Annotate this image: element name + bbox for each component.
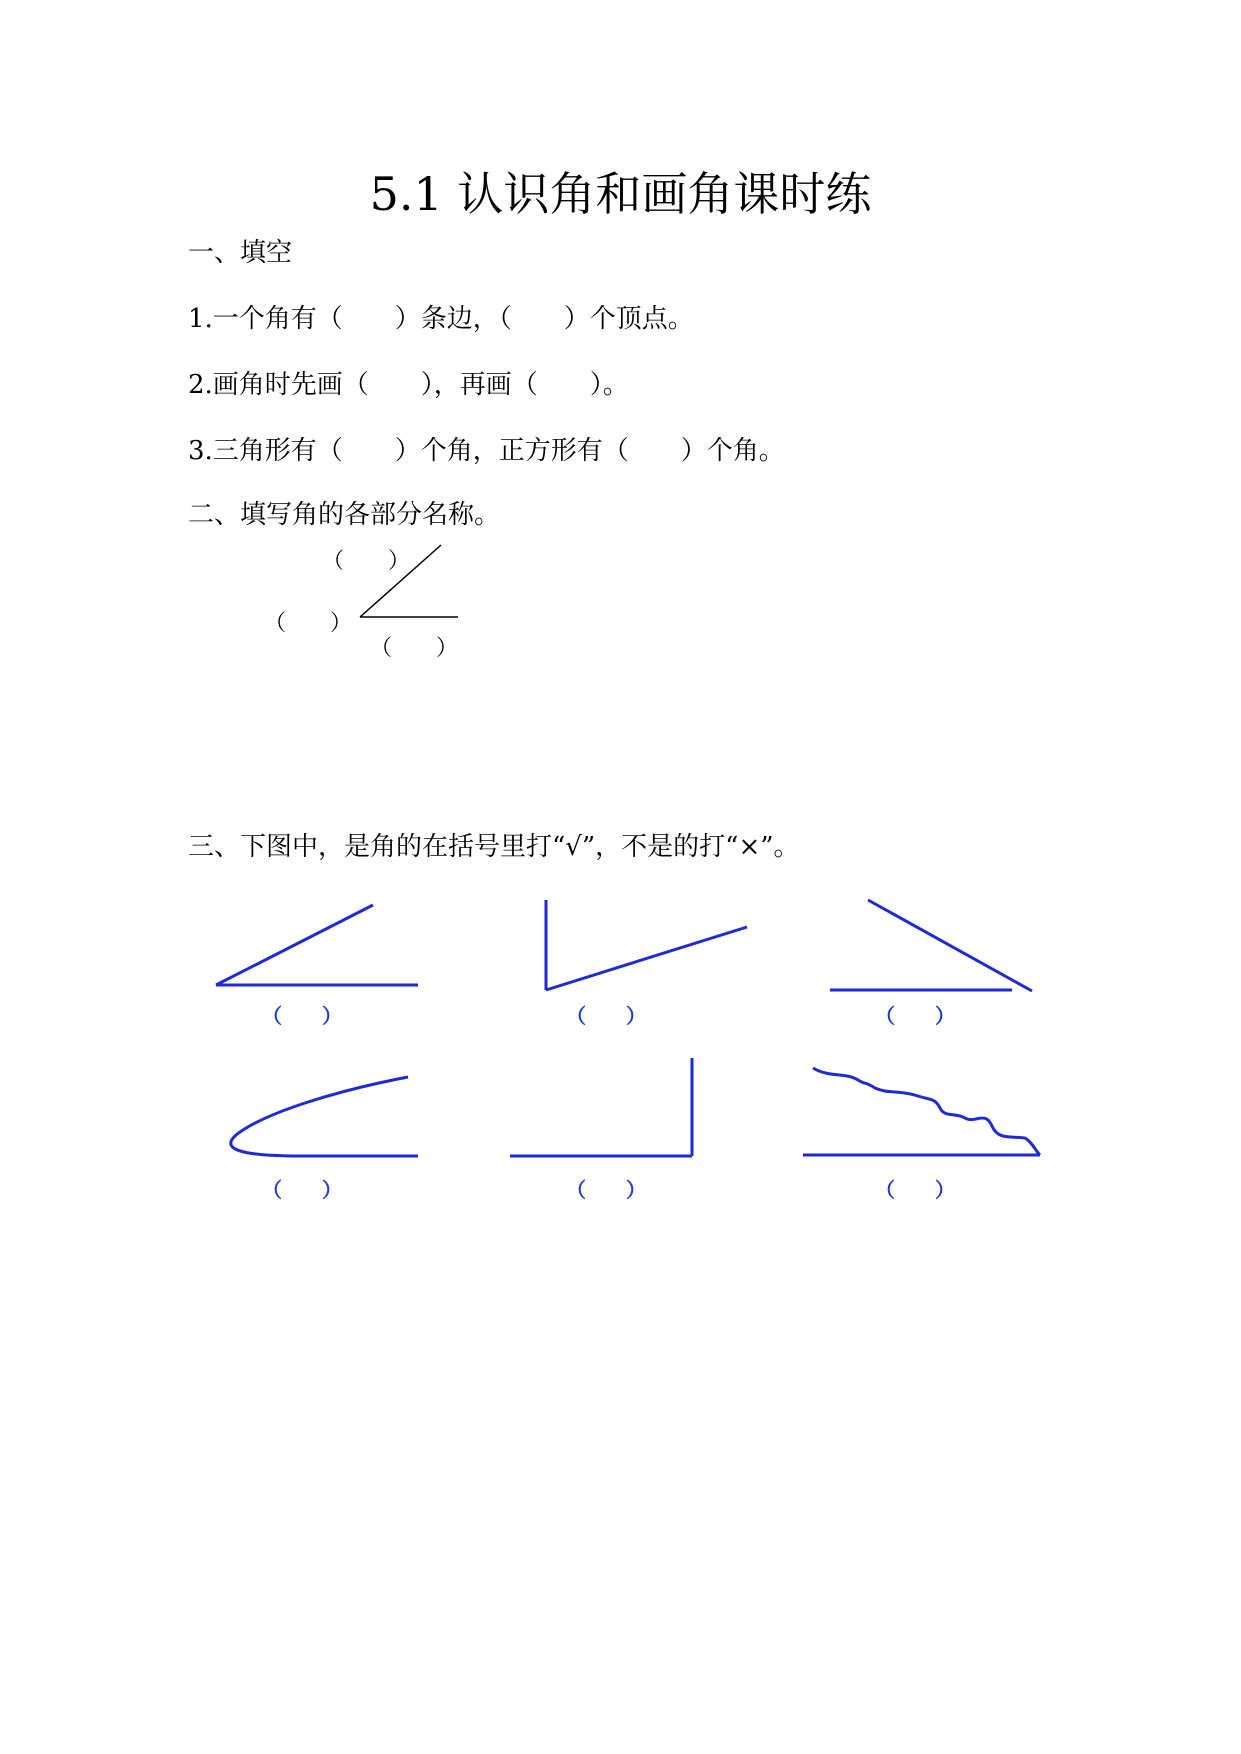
figure-5-angle <box>510 1058 692 1156</box>
label-side-bottom: （ ） <box>370 636 459 661</box>
figure-4-curve <box>231 1077 418 1156</box>
figure-3-not-angle <box>830 900 1032 991</box>
page-title: 5.1 认识角和画角课时练 <box>369 167 872 221</box>
answer-blank-1[interactable]: （ ） <box>262 1004 342 1028</box>
question-1: 1.一个角有（ ）条边，（ ）个顶点。 <box>188 304 694 334</box>
figure-6-jagged <box>803 1068 1040 1155</box>
label-side-top: （ ） <box>322 549 411 574</box>
question-2: 2.画角时先画（ ），再画（ ）。 <box>188 370 629 400</box>
figure-2-angle <box>546 900 747 990</box>
answer-blank-5[interactable]: （ ） <box>566 1178 646 1202</box>
answer-blank-3[interactable]: （ ） <box>875 1004 955 1028</box>
answer-blank-4[interactable]: （ ） <box>262 1178 342 1202</box>
figure-1-angle <box>216 905 418 985</box>
answer-blank-2[interactable]: （ ） <box>566 1004 646 1028</box>
question-3: 3.三角形有（ ）个角，正方形有（ ）个角。 <box>188 436 785 466</box>
label-vertex: （ ） <box>264 611 353 636</box>
section1-heading: 一、填空 <box>188 238 293 268</box>
section2-heading: 二、填写角的各部分名称。 <box>188 500 501 530</box>
section3-heading: 三、下图中，是角的在括号里打“√”，不是的打“×”。 <box>188 832 800 862</box>
answer-blank-6[interactable]: （ ） <box>875 1178 955 1202</box>
